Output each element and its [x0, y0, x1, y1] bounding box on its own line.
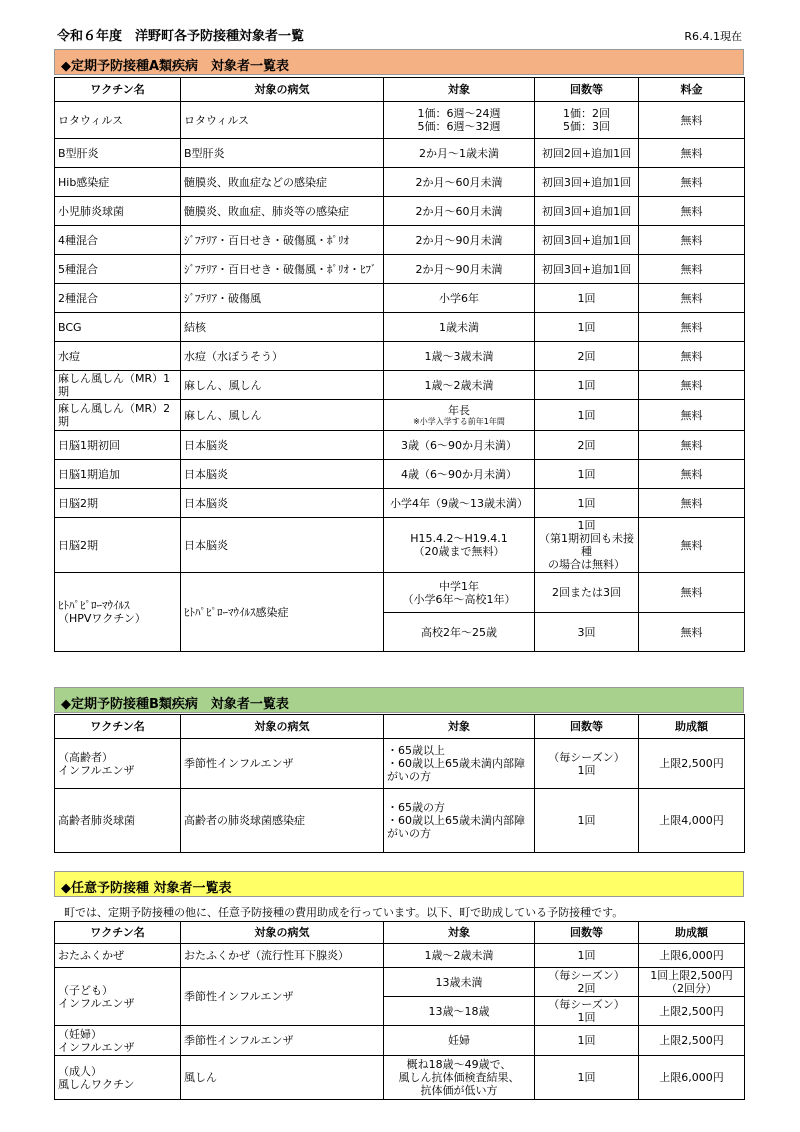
vaccine-name: （妊婦） インフルエンザ: [55, 1026, 181, 1056]
vaccine-name: （高齢者） インフルエンザ: [55, 739, 181, 789]
vaccine-name: 小児肺炎球菌: [55, 197, 181, 226]
table-row: [55, 1056, 745, 1100]
target-cell: 2か月～1歳未満: [384, 139, 535, 168]
target-cell: 4歳（6～90か月未満）: [384, 460, 535, 489]
disease-cell: 季節性インフルエンザ: [181, 968, 384, 1026]
table-row: [55, 518, 745, 573]
column-header: 対象の病気: [181, 78, 384, 102]
table-row: [55, 371, 745, 400]
target-cell: 1歳未満: [384, 313, 535, 342]
column-header: 料金: [639, 78, 745, 102]
column-header: 対象: [384, 922, 535, 944]
table-row: [55, 944, 745, 968]
fee-cell: 無料: [639, 139, 745, 168]
table-row: [55, 1026, 745, 1056]
section-c-table: [54, 921, 745, 1100]
fee-cell: 上限2,500円: [639, 739, 745, 789]
fee-cell: 無料: [639, 197, 745, 226]
disease-cell: ﾋﾄﾊﾟﾋﾟﾛｰﾏｳｲﾙｽ感染症: [181, 573, 384, 652]
disease-cell: 結核: [181, 313, 384, 342]
target-cell: 1歳～3歳未満: [384, 342, 535, 371]
section-b-table: [54, 714, 745, 853]
disease-cell: 髄膜炎、敗血症、肺炎等の感染症: [181, 197, 384, 226]
fee-cell: 無料: [639, 431, 745, 460]
target-cell: ・65歳の方 ・60歳以上65歳未満内部障 がいの方: [384, 789, 535, 853]
target-cell: 2か月～60月未満: [384, 197, 535, 226]
target-cell: H15.4.2～H19.4.1 （20歳まで無料）: [384, 518, 535, 573]
fee-cell: 無料: [639, 518, 745, 573]
vaccine-name: BCG: [55, 313, 181, 342]
section-c-title: ◆任意予防接種 対象者一覧表: [54, 871, 744, 897]
count-cell: 1回: [535, 313, 639, 342]
vaccine-name: （成人） 風しんワクチン: [55, 1056, 181, 1100]
table-row: [55, 139, 745, 168]
table-row: [55, 968, 745, 997]
count-cell: 2回: [535, 342, 639, 371]
count-cell: 1回: [535, 371, 639, 400]
vaccine-name: 日脳1期初回: [55, 431, 181, 460]
column-header: 回数等: [535, 715, 639, 739]
count-cell: 初回3回+追加1回: [535, 168, 639, 197]
vaccine-name: 高齢者肺炎球菌: [55, 789, 181, 853]
vaccine-name: おたふくかぜ: [55, 944, 181, 968]
count-cell: （毎シーズン） 2回: [535, 968, 639, 997]
fee-cell: 無料: [639, 573, 745, 613]
count-cell: 初回3回+追加1回: [535, 197, 639, 226]
count-cell: 1回: [535, 1026, 639, 1056]
target-cell: 1価：6週～24週 5価：6週～32週: [384, 102, 535, 139]
table-row: [55, 739, 745, 789]
fee-cell: 上限6,000円: [639, 944, 745, 968]
column-header: 助成額: [639, 922, 745, 944]
count-cell: 1回: [535, 284, 639, 313]
disease-cell: ｼﾞﾌﾃﾘｱ・破傷風: [181, 284, 384, 313]
target-cell: 2か月～90月未満: [384, 255, 535, 284]
count-cell: 2回: [535, 431, 639, 460]
fee-cell: 無料: [639, 226, 745, 255]
table-row: [55, 400, 745, 431]
count-cell: 1回: [535, 944, 639, 968]
column-header: 回数等: [535, 78, 639, 102]
target-cell: 3歳（6～90か月未満）: [384, 431, 535, 460]
target-note: ※小学入学する前年1年間: [413, 416, 505, 426]
disease-cell: 日本脳炎: [181, 460, 384, 489]
disease-cell: 季節性インフルエンザ: [181, 1026, 384, 1056]
disease-cell: 日本脳炎: [181, 489, 384, 518]
target-cell: 妊婦: [384, 1026, 535, 1056]
disease-cell: ｼﾞﾌﾃﾘｱ・百日せき・破傷風・ﾎﾟﾘｵ・ﾋﾌﾞ: [181, 255, 384, 284]
vaccine-name: 日脳2期: [55, 489, 181, 518]
fee-cell: 無料: [639, 460, 745, 489]
fee-cell: 上限2,500円: [639, 1026, 745, 1056]
table-row: [55, 102, 745, 139]
fee-cell: 上限6,000円: [639, 1056, 745, 1100]
disease-cell: 風しん: [181, 1056, 384, 1100]
vaccine-name: ﾋﾄﾊﾟﾋﾟﾛｰﾏｳｲﾙｽ （HPVワクチン）: [55, 573, 181, 652]
target-cell: 小学4年（9歳～13歳未満）: [384, 489, 535, 518]
disease-cell: 麻しん、風しん: [181, 371, 384, 400]
disease-cell: おたふくかぜ（流行性耳下腺炎）: [181, 944, 384, 968]
target-cell: 13歳未満: [384, 968, 535, 997]
disease-cell: ロタウィルス: [181, 102, 384, 139]
target-cell: ・65歳以上 ・60歳以上65歳未満内部障 がいの方: [384, 739, 535, 789]
section-b-title: ◆定期予防接種B類疾病 対象者一覧表: [54, 687, 744, 713]
table-row: [55, 226, 745, 255]
count-cell: （毎シーズン） 1回: [535, 739, 639, 789]
target-cell: 13歳～18歳: [384, 997, 535, 1026]
disease-cell: 麻しん、風しん: [181, 400, 384, 431]
column-header: ワクチン名: [55, 78, 181, 102]
column-header: 対象の病気: [181, 715, 384, 739]
section-a-table: [54, 77, 745, 652]
disease-cell: 日本脳炎: [181, 431, 384, 460]
disease-cell: 季節性インフルエンザ: [181, 739, 384, 789]
disease-cell: ｼﾞﾌﾃﾘｱ・百日せき・破傷風・ﾎﾟﾘｵ: [181, 226, 384, 255]
count-cell: 2回または3回: [535, 573, 639, 613]
vaccine-name: Hib感染症: [55, 168, 181, 197]
disease-cell: 高齢者の肺炎球菌感染症: [181, 789, 384, 853]
vaccine-name: B型肝炎: [55, 139, 181, 168]
target-cell: 1歳～2歳未満: [384, 371, 535, 400]
target-cell: 2か月～60月未満: [384, 168, 535, 197]
column-header: ワクチン名: [55, 922, 181, 944]
vaccine-name: 4種混合: [55, 226, 181, 255]
count-cell: 1回: [535, 489, 639, 518]
fee-cell: 無料: [639, 313, 745, 342]
column-header: 助成額: [639, 715, 745, 739]
table-row: [55, 789, 745, 853]
count-cell: 1価：2回 5価：3回: [535, 102, 639, 139]
fee-cell: 無料: [639, 255, 745, 284]
column-header: 対象: [384, 78, 535, 102]
as-of-date: R6.4.1現在: [684, 30, 742, 43]
count-cell: 1回: [535, 1056, 639, 1100]
vaccine-name: （子ども） インフルエンザ: [55, 968, 181, 1026]
vaccine-name: ロタウィルス: [55, 102, 181, 139]
section-a-title: ◆定期予防接種A類疾病 対象者一覧表: [54, 49, 744, 75]
disease-cell: B型肝炎: [181, 139, 384, 168]
vaccine-name: 麻しん風しん（MR）1期: [55, 371, 181, 400]
target-cell: 小学6年: [384, 284, 535, 313]
count-cell: 初回3回+追加1回: [535, 226, 639, 255]
table-row: [55, 342, 745, 371]
column-header: 回数等: [535, 922, 639, 944]
table-row: [55, 284, 745, 313]
vaccine-name: 5種混合: [55, 255, 181, 284]
table-row: [55, 255, 745, 284]
fee-cell: 無料: [639, 613, 745, 652]
table-row: [55, 489, 745, 518]
disease-cell: 髄膜炎、敗血症などの感染症: [181, 168, 384, 197]
table-row: [55, 573, 745, 613]
count-cell: 1回 （第1期初回も未接種 の場合は無料）: [535, 518, 639, 573]
count-cell: 1回: [535, 789, 639, 853]
disease-cell: 日本脳炎: [181, 518, 384, 573]
count-cell: 初回3回+追加1回: [535, 255, 639, 284]
count-cell: 1回: [535, 400, 639, 431]
fee-cell: 無料: [639, 284, 745, 313]
fee-cell: 無料: [639, 400, 745, 431]
column-header: ワクチン名: [55, 715, 181, 739]
fee-cell: 無料: [639, 489, 745, 518]
fee-cell: 上限2,500円: [639, 997, 745, 1026]
page-title: 令和６年度 洋野町各予防接種対象者一覧: [57, 29, 305, 44]
count-cell: （毎シーズン） 1回: [535, 997, 639, 1026]
target-cell: 概ね18歳～49歳で、 風しん抗体価検査結果、 抗体価が低い方: [384, 1056, 535, 1100]
target-text: 年長: [448, 403, 470, 417]
fee-cell: 無料: [639, 102, 745, 139]
fee-cell: 1回上限2,500円 （2回分）: [639, 968, 745, 997]
fee-cell: 無料: [639, 168, 745, 197]
section-c-note: 町では、定期予防接種の他に、任意予防接種の費用助成を行っています。以下、町で助成している予防接種です。: [64, 906, 624, 919]
table-row: [55, 313, 745, 342]
fee-cell: 無料: [639, 371, 745, 400]
count-cell: 3回: [535, 613, 639, 652]
column-header: 対象の病気: [181, 922, 384, 944]
count-cell: 初回2回+追加1回: [535, 139, 639, 168]
vaccine-name: 日脳2期: [55, 518, 181, 573]
vaccine-name: 麻しん風しん（MR）2期: [55, 400, 181, 431]
fee-cell: 上限4,000円: [639, 789, 745, 853]
target-cell: 1歳～2歳未満: [384, 944, 535, 968]
table-row: [55, 460, 745, 489]
vaccine-name: 2種混合: [55, 284, 181, 313]
column-header: 対象: [384, 715, 535, 739]
target-cell: 2か月～90月未満: [384, 226, 535, 255]
count-cell: 1回: [535, 460, 639, 489]
target-cell: 高校2年～25歳: [384, 613, 535, 652]
table-row: [55, 431, 745, 460]
target-cell: [384, 400, 535, 431]
fee-cell: 無料: [639, 342, 745, 371]
disease-cell: 水痘（水ぼうそう）: [181, 342, 384, 371]
table-row: [55, 168, 745, 197]
table-row: [55, 197, 745, 226]
target-cell: 中学1年 （小学6年～高校1年）: [384, 573, 535, 613]
vaccine-name: 水痘: [55, 342, 181, 371]
vaccine-name: 日脳1期追加: [55, 460, 181, 489]
